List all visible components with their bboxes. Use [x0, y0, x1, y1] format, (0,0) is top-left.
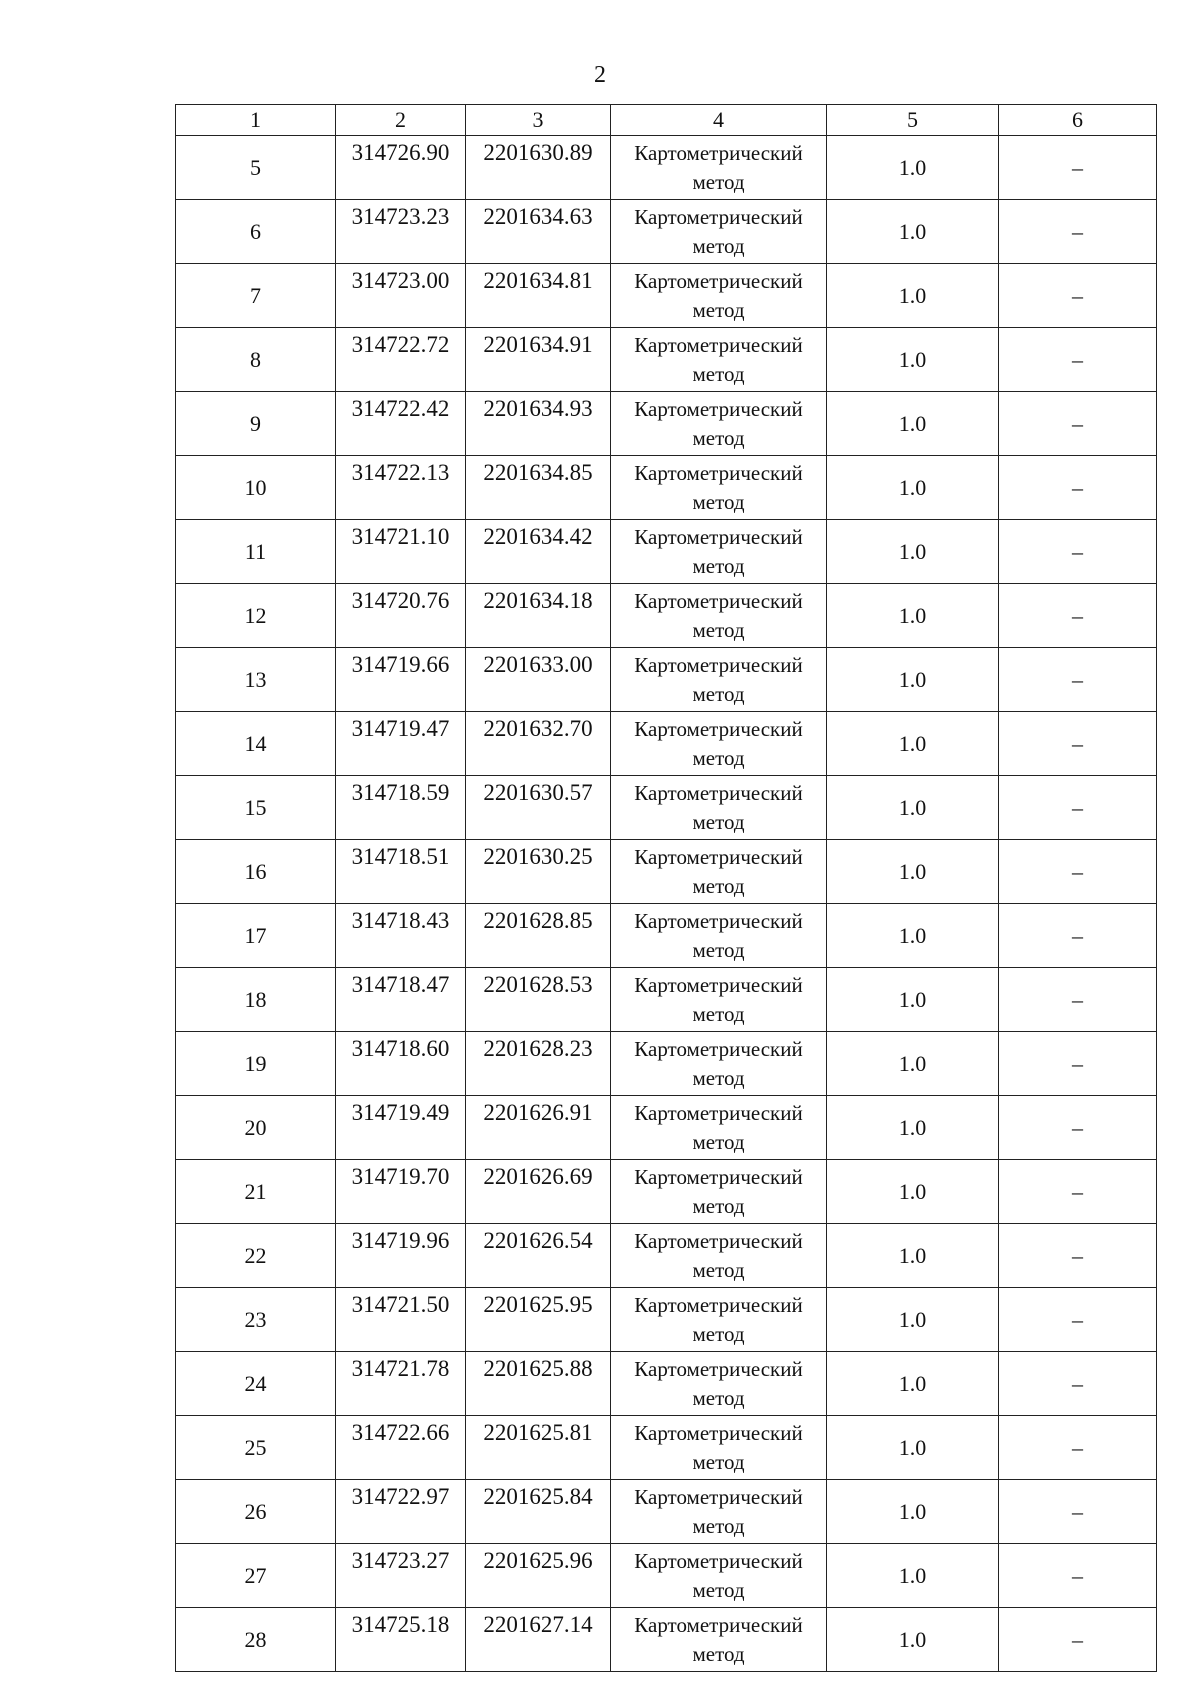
method-line-1: Картометрический: [634, 268, 803, 293]
table-row: [176, 584, 1157, 648]
x-coordinate-cell: 314721.50: [336, 1288, 466, 1352]
dash-mark: –: [1072, 922, 1083, 948]
x-coordinate-cell: 314719.49: [336, 1096, 466, 1160]
method-line-2: метод: [692, 1577, 745, 1602]
method-cell: [611, 712, 827, 776]
header-cell-3: 3: [466, 105, 611, 136]
coordinates-table: [175, 104, 1157, 1672]
method-line-2: метод: [692, 1321, 745, 1346]
method-cell: [611, 968, 827, 1032]
dash-mark: –: [1072, 538, 1083, 564]
table-row: [176, 136, 1157, 200]
dash-mark: –: [1072, 1242, 1083, 1268]
table-row: [176, 1288, 1157, 1352]
method-line-1: Картометрический: [634, 332, 803, 357]
method-line-2: метод: [692, 873, 745, 898]
method-cell: [611, 648, 827, 712]
point-number-cell: 9: [176, 392, 336, 456]
method-line-2: метод: [692, 745, 745, 770]
method-line-1: Картометрический: [634, 396, 803, 421]
note-cell: [999, 1096, 1157, 1160]
method-line-2: метод: [692, 681, 745, 706]
method-cell: [611, 776, 827, 840]
method-line-1: Картометрический: [634, 588, 803, 613]
dash-mark: –: [1072, 474, 1083, 500]
accuracy-cell: 1.0: [827, 1608, 999, 1672]
note-cell: [999, 1224, 1157, 1288]
method-line-1: Картометрический: [634, 204, 803, 229]
dash-mark: –: [1072, 794, 1083, 820]
point-number-cell: 23: [176, 1288, 336, 1352]
dash-mark: –: [1072, 1434, 1083, 1460]
dash-mark: –: [1072, 1370, 1083, 1396]
dash-mark: –: [1072, 730, 1083, 756]
method-line-2: метод: [692, 937, 745, 962]
y-coordinate-cell: 2201625.84: [466, 1480, 611, 1544]
method-cell: [611, 1032, 827, 1096]
x-coordinate-cell: 314723.00: [336, 264, 466, 328]
point-number-cell: 10: [176, 456, 336, 520]
note-cell: [999, 840, 1157, 904]
method-cell: [611, 1544, 827, 1608]
accuracy-cell: 1.0: [827, 1160, 999, 1224]
table-row: [176, 648, 1157, 712]
note-cell: [999, 1288, 1157, 1352]
table-body: [176, 105, 1157, 1672]
point-number-cell: 12: [176, 584, 336, 648]
method-line-2: метод: [692, 809, 745, 834]
point-number-cell: 18: [176, 968, 336, 1032]
x-coordinate-cell: 314718.51: [336, 840, 466, 904]
dash-mark: –: [1072, 218, 1083, 244]
header-cell-1: 1: [176, 105, 336, 136]
table-row: [176, 1096, 1157, 1160]
y-coordinate-cell: 2201634.18: [466, 584, 611, 648]
y-coordinate-cell: 2201628.85: [466, 904, 611, 968]
note-cell: [999, 520, 1157, 584]
table-row: [176, 1224, 1157, 1288]
accuracy-cell: 1.0: [827, 840, 999, 904]
accuracy-cell: 1.0: [827, 904, 999, 968]
accuracy-cell: 1.0: [827, 1032, 999, 1096]
y-coordinate-cell: 2201625.95: [466, 1288, 611, 1352]
x-coordinate-cell: 314726.90: [336, 136, 466, 200]
x-coordinate-cell: 314722.72: [336, 328, 466, 392]
method-cell: [611, 1288, 827, 1352]
method-line-2: метод: [692, 1065, 745, 1090]
note-cell: [999, 200, 1157, 264]
y-coordinate-cell: 2201625.81: [466, 1416, 611, 1480]
accuracy-cell: 1.0: [827, 968, 999, 1032]
table-row: [176, 1608, 1157, 1672]
method-cell: [611, 328, 827, 392]
table-row: [176, 200, 1157, 264]
method-line-2: метод: [692, 425, 745, 450]
note-cell: [999, 904, 1157, 968]
header-cell-2: 2: [336, 105, 466, 136]
method-line-2: метод: [692, 1641, 745, 1666]
method-cell: [611, 264, 827, 328]
x-coordinate-cell: 314718.43: [336, 904, 466, 968]
method-line-2: метод: [692, 1193, 745, 1218]
header-cell-5: 5: [827, 105, 999, 136]
accuracy-cell: 1.0: [827, 520, 999, 584]
y-coordinate-cell: 2201625.88: [466, 1352, 611, 1416]
x-coordinate-cell: 314722.97: [336, 1480, 466, 1544]
method-line-2: метод: [692, 169, 745, 194]
accuracy-cell: 1.0: [827, 1416, 999, 1480]
x-coordinate-cell: 314723.27: [336, 1544, 466, 1608]
point-number-cell: 6: [176, 200, 336, 264]
dash-mark: –: [1072, 858, 1083, 884]
note-cell: [999, 1352, 1157, 1416]
dash-mark: –: [1072, 602, 1083, 628]
accuracy-cell: 1.0: [827, 1224, 999, 1288]
x-coordinate-cell: 314723.23: [336, 200, 466, 264]
dash-mark: –: [1072, 666, 1083, 692]
dash-mark: –: [1072, 154, 1083, 180]
method-cell: [611, 904, 827, 968]
note-cell: [999, 136, 1157, 200]
method-line-1: Картометрический: [634, 1612, 803, 1637]
method-line-1: Картометрический: [634, 1228, 803, 1253]
method-line-2: метод: [692, 361, 745, 386]
method-cell: [611, 1224, 827, 1288]
table-row: [176, 776, 1157, 840]
dash-mark: –: [1072, 1306, 1083, 1332]
table-row: [176, 904, 1157, 968]
y-coordinate-cell: 2201628.23: [466, 1032, 611, 1096]
header-cell-4: 4: [611, 105, 827, 136]
point-number-cell: 15: [176, 776, 336, 840]
accuracy-cell: 1.0: [827, 1352, 999, 1416]
point-number-cell: 22: [176, 1224, 336, 1288]
point-number-cell: 11: [176, 520, 336, 584]
x-coordinate-cell: 314720.76: [336, 584, 466, 648]
point-number-cell: 21: [176, 1160, 336, 1224]
method-line-1: Картометрический: [634, 652, 803, 677]
dash-mark: –: [1072, 1498, 1083, 1524]
method-cell: [611, 392, 827, 456]
method-line-1: Картометрический: [634, 780, 803, 805]
point-number-cell: 25: [176, 1416, 336, 1480]
method-line-1: Картометрический: [634, 1292, 803, 1317]
note-cell: [999, 1608, 1157, 1672]
method-cell: [611, 1096, 827, 1160]
table-row: [176, 456, 1157, 520]
table-row: [176, 1352, 1157, 1416]
table-row: [176, 1416, 1157, 1480]
accuracy-cell: 1.0: [827, 392, 999, 456]
x-coordinate-cell: 314721.78: [336, 1352, 466, 1416]
dash-mark: –: [1072, 1562, 1083, 1588]
accuracy-cell: 1.0: [827, 648, 999, 712]
y-coordinate-cell: 2201630.57: [466, 776, 611, 840]
note-cell: [999, 1416, 1157, 1480]
accuracy-cell: 1.0: [827, 456, 999, 520]
method-line-1: Картометрический: [634, 1164, 803, 1189]
x-coordinate-cell: 314719.66: [336, 648, 466, 712]
method-cell: [611, 520, 827, 584]
page-number: 2: [594, 62, 606, 88]
y-coordinate-cell: 2201626.69: [466, 1160, 611, 1224]
method-line-1: Картометрический: [634, 460, 803, 485]
table-row: [176, 840, 1157, 904]
point-number-cell: 16: [176, 840, 336, 904]
dash-mark: –: [1072, 1178, 1083, 1204]
method-line-1: Картометрический: [634, 524, 803, 549]
y-coordinate-cell: 2201634.63: [466, 200, 611, 264]
x-coordinate-cell: 314719.47: [336, 712, 466, 776]
method-line-2: метод: [692, 233, 745, 258]
dash-mark: –: [1072, 1114, 1083, 1140]
accuracy-cell: 1.0: [827, 136, 999, 200]
y-coordinate-cell: 2201634.42: [466, 520, 611, 584]
method-line-1: Картометрический: [634, 1484, 803, 1509]
method-cell: [611, 1416, 827, 1480]
x-coordinate-cell: 314722.66: [336, 1416, 466, 1480]
method-line-1: Картометрический: [634, 716, 803, 741]
method-line-2: метод: [692, 1257, 745, 1282]
method-cell: [611, 840, 827, 904]
point-number-cell: 24: [176, 1352, 336, 1416]
method-cell: [611, 136, 827, 200]
dash-mark: –: [1072, 346, 1083, 372]
point-number-cell: 28: [176, 1608, 336, 1672]
y-coordinate-cell: 2201626.54: [466, 1224, 611, 1288]
accuracy-cell: 1.0: [827, 1288, 999, 1352]
note-cell: [999, 328, 1157, 392]
table-row: [176, 1032, 1157, 1096]
method-cell: [611, 456, 827, 520]
y-coordinate-cell: 2201632.70: [466, 712, 611, 776]
method-line-2: метод: [692, 297, 745, 322]
table-row: [176, 328, 1157, 392]
method-cell: [611, 584, 827, 648]
y-coordinate-cell: 2201627.14: [466, 1608, 611, 1672]
note-cell: [999, 264, 1157, 328]
point-number-cell: 13: [176, 648, 336, 712]
table-row: [176, 1160, 1157, 1224]
method-line-1: Картометрический: [634, 1036, 803, 1061]
point-number-cell: 8: [176, 328, 336, 392]
y-coordinate-cell: 2201634.93: [466, 392, 611, 456]
method-line-1: Картометрический: [634, 1100, 803, 1125]
x-coordinate-cell: 314718.59: [336, 776, 466, 840]
accuracy-cell: 1.0: [827, 584, 999, 648]
note-cell: [999, 1480, 1157, 1544]
method-line-2: метод: [692, 553, 745, 578]
note-cell: [999, 1032, 1157, 1096]
accuracy-cell: 1.0: [827, 1480, 999, 1544]
accuracy-cell: 1.0: [827, 712, 999, 776]
method-line-2: метод: [692, 617, 745, 642]
table-row: [176, 264, 1157, 328]
point-number-cell: 19: [176, 1032, 336, 1096]
y-coordinate-cell: 2201626.91: [466, 1096, 611, 1160]
note-cell: [999, 456, 1157, 520]
dash-mark: –: [1072, 986, 1083, 1012]
table-row: [176, 520, 1157, 584]
dash-mark: –: [1072, 1626, 1083, 1652]
point-number-cell: 7: [176, 264, 336, 328]
method-cell: [611, 1160, 827, 1224]
table-row: [176, 1544, 1157, 1608]
table-row: [176, 712, 1157, 776]
note-cell: [999, 648, 1157, 712]
method-line-1: Картометрический: [634, 972, 803, 997]
accuracy-cell: 1.0: [827, 1096, 999, 1160]
table-header-row: [176, 105, 1157, 136]
x-coordinate-cell: 314722.42: [336, 392, 466, 456]
method-line-2: метод: [692, 489, 745, 514]
accuracy-cell: 1.0: [827, 1544, 999, 1608]
x-coordinate-cell: 314721.10: [336, 520, 466, 584]
point-number-cell: 26: [176, 1480, 336, 1544]
note-cell: [999, 1544, 1157, 1608]
y-coordinate-cell: 2201630.89: [466, 136, 611, 200]
method-line-2: метод: [692, 1449, 745, 1474]
point-number-cell: 5: [176, 136, 336, 200]
method-cell: [611, 1608, 827, 1672]
y-coordinate-cell: 2201625.96: [466, 1544, 611, 1608]
point-number-cell: 27: [176, 1544, 336, 1608]
accuracy-cell: 1.0: [827, 776, 999, 840]
y-coordinate-cell: 2201628.53: [466, 968, 611, 1032]
x-coordinate-cell: 314718.60: [336, 1032, 466, 1096]
x-coordinate-cell: 314719.96: [336, 1224, 466, 1288]
method-line-1: Картометрический: [634, 1356, 803, 1381]
method-cell: [611, 1480, 827, 1544]
method-line-1: Картометрический: [634, 844, 803, 869]
accuracy-cell: 1.0: [827, 264, 999, 328]
dash-mark: –: [1072, 282, 1083, 308]
method-cell: [611, 1352, 827, 1416]
header-cell-6: 6: [999, 105, 1157, 136]
x-coordinate-cell: 314719.70: [336, 1160, 466, 1224]
accuracy-cell: 1.0: [827, 200, 999, 264]
y-coordinate-cell: 2201630.25: [466, 840, 611, 904]
dash-mark: –: [1072, 410, 1083, 436]
note-cell: [999, 776, 1157, 840]
point-number-cell: 17: [176, 904, 336, 968]
method-line-2: метод: [692, 1513, 745, 1538]
dash-mark: –: [1072, 1050, 1083, 1076]
table-row: [176, 968, 1157, 1032]
method-line-1: Картометрический: [634, 140, 803, 165]
accuracy-cell: 1.0: [827, 328, 999, 392]
method-line-1: Картометрический: [634, 1548, 803, 1573]
method-line-1: Картометрический: [634, 1420, 803, 1445]
x-coordinate-cell: 314725.18: [336, 1608, 466, 1672]
y-coordinate-cell: 2201634.91: [466, 328, 611, 392]
x-coordinate-cell: 314722.13: [336, 456, 466, 520]
note-cell: [999, 712, 1157, 776]
note-cell: [999, 392, 1157, 456]
y-coordinate-cell: 2201634.81: [466, 264, 611, 328]
note-cell: [999, 968, 1157, 1032]
point-number-cell: 20: [176, 1096, 336, 1160]
method-line-1: Картометрический: [634, 908, 803, 933]
note-cell: [999, 1160, 1157, 1224]
note-cell: [999, 584, 1157, 648]
method-line-2: метод: [692, 1001, 745, 1026]
table-row: [176, 1480, 1157, 1544]
point-number-cell: 14: [176, 712, 336, 776]
y-coordinate-cell: 2201633.00: [466, 648, 611, 712]
x-coordinate-cell: 314718.47: [336, 968, 466, 1032]
method-line-2: метод: [692, 1129, 745, 1154]
table-row: [176, 392, 1157, 456]
method-line-2: метод: [692, 1385, 745, 1410]
y-coordinate-cell: 2201634.85: [466, 456, 611, 520]
method-cell: [611, 200, 827, 264]
